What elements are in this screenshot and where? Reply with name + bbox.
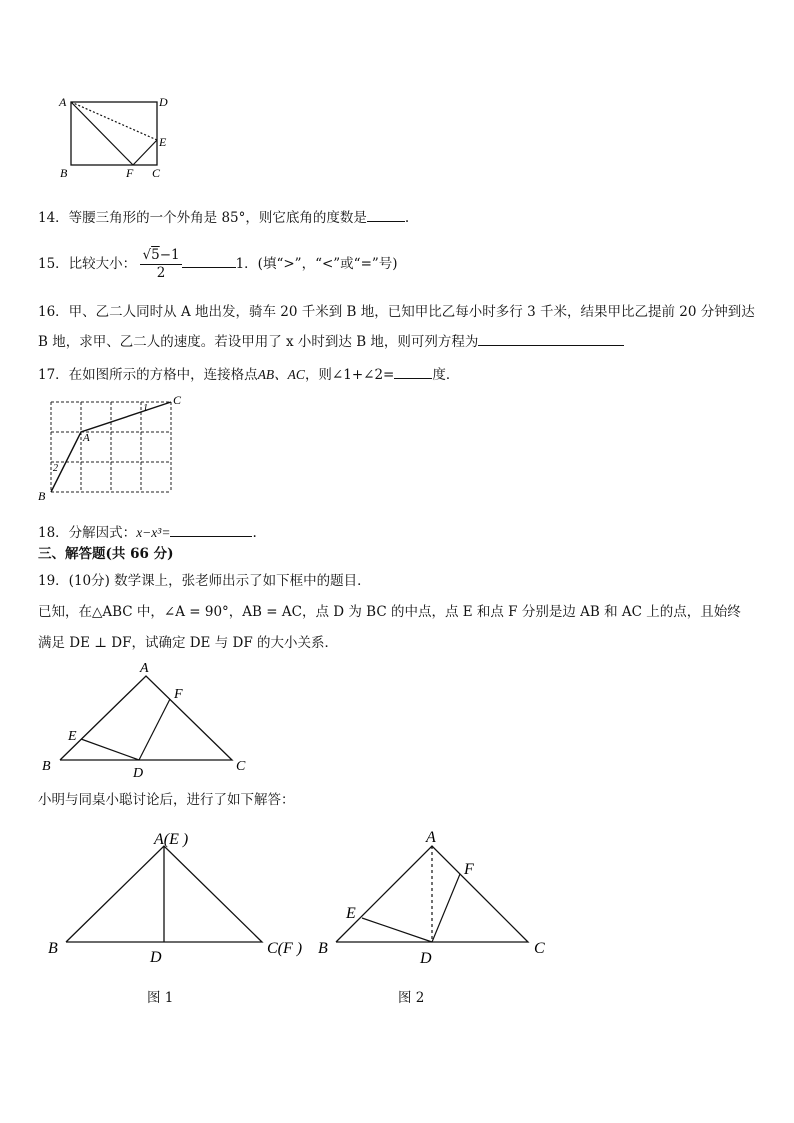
fig1-label-d: D <box>150 949 162 966</box>
question-16-line1: 16．甲、乙二人同时从 A 地出发，骑车 20 千米到 B 地，已知甲比乙每小时多行 3 千米，结果甲比乙提前 20 分钟到达 <box>38 304 755 320</box>
fig-label-a: A <box>140 661 149 676</box>
grid-label-b: B <box>38 489 46 503</box>
grid-label-c: C <box>173 394 182 407</box>
angle-1-label: 1 <box>143 403 148 414</box>
grid-figure <box>36 394 196 504</box>
section-3-title: 三、解答题(共 66 分) <box>38 546 174 562</box>
fig2-label-a: A <box>426 829 436 846</box>
figure-1 <box>40 826 320 976</box>
fig-label-d: D <box>133 766 144 781</box>
q14-answer-blank[interactable] <box>367 207 405 222</box>
q17-answer-blank[interactable] <box>394 364 432 379</box>
caption-figure-1: 图 1 <box>147 990 174 1006</box>
q17-segments: AB、AC <box>257 367 305 382</box>
label-c: C <box>152 166 161 180</box>
label-b: B <box>60 166 68 180</box>
q18-prefix: 18．分解因式： <box>38 525 137 541</box>
fig1-label-cf: C(F ) <box>267 940 303 957</box>
fig-label-f: F <box>174 687 183 702</box>
question-17 <box>38 364 459 385</box>
q18-answer-blank[interactable] <box>170 522 252 537</box>
q14-end: . <box>404 210 410 226</box>
q17-text-b: ，则∠1+∠2= <box>304 367 395 383</box>
fig2-label-e: E <box>346 905 356 922</box>
fig-label-b: B <box>42 759 51 774</box>
fig1-label-b: B <box>48 940 58 957</box>
q15-fraction: $\frac{√5-1}{2}$ <box>142 247 180 281</box>
figure-2 <box>314 826 564 976</box>
q18-expression: x−x³= <box>136 525 171 540</box>
q16-line2-text: B 地，求甲、乙二人的速度。若设甲用了 x 小时到达 B 地，则可列方程为 <box>38 334 479 350</box>
question-15 <box>38 244 398 284</box>
fig2-label-b: B <box>318 940 328 957</box>
q15-prefix: 15．比较大小： <box>38 256 137 272</box>
fig-label-e: E <box>68 729 77 744</box>
question-14 <box>38 207 409 228</box>
question-19-intro: 19．(10分) 数学课上，张老师出示了如下框中的题目． <box>38 573 371 589</box>
label-a: A <box>59 95 67 109</box>
question-18 <box>38 522 257 543</box>
fig-label-c: C <box>236 759 246 774</box>
fig2-label-c: C <box>534 940 545 957</box>
fig2-label-f: F <box>464 861 474 878</box>
triangle-abc-figure <box>36 656 266 782</box>
q17-text-a: 17．在如图所示的方格中，连接格点 <box>38 367 258 383</box>
discussion-text: 小明与同桌小聪讨论后，进行了如下解答： <box>38 792 295 808</box>
q17-unit: 度． <box>432 367 460 383</box>
angle-2-label: 2 <box>53 463 58 474</box>
grid-label-a: A <box>83 432 90 444</box>
question-19-line1: 已知，在△ABC 中，∠A = 90°，AB = AC，点 D 为 BC 的中点，点 E 和点 F 分别是边 AB 和 AC 上的点，且始终 <box>38 604 741 620</box>
q15-suffix: 1．(填“>”，“<”或“=”号) <box>235 256 398 272</box>
q15-denominator: 2 <box>156 265 166 281</box>
label-f: F <box>126 166 134 180</box>
question-19-line2: 满足 DE ⊥ DF，试确定 DE 与 DF 的大小关系． <box>38 635 338 651</box>
caption-figure-2: 图 2 <box>398 990 425 1006</box>
q15-num-rest: −1 <box>159 247 180 263</box>
fig2-label-d: D <box>420 950 432 967</box>
q14-text: 14．等腰三角形的一个外角是 85°，则它底角的度数是 <box>38 210 367 226</box>
label-d: D <box>159 95 168 109</box>
fig1-label-ae: A(E ) <box>154 831 189 848</box>
question-16-line2 <box>38 331 624 352</box>
q16-answer-blank[interactable] <box>478 331 624 346</box>
q15-answer-blank[interactable] <box>182 253 236 268</box>
rectangle-figure <box>55 92 175 182</box>
label-e: E <box>159 135 167 149</box>
q15-sqrt: 5 <box>151 247 160 263</box>
q18-end: . <box>252 525 257 541</box>
